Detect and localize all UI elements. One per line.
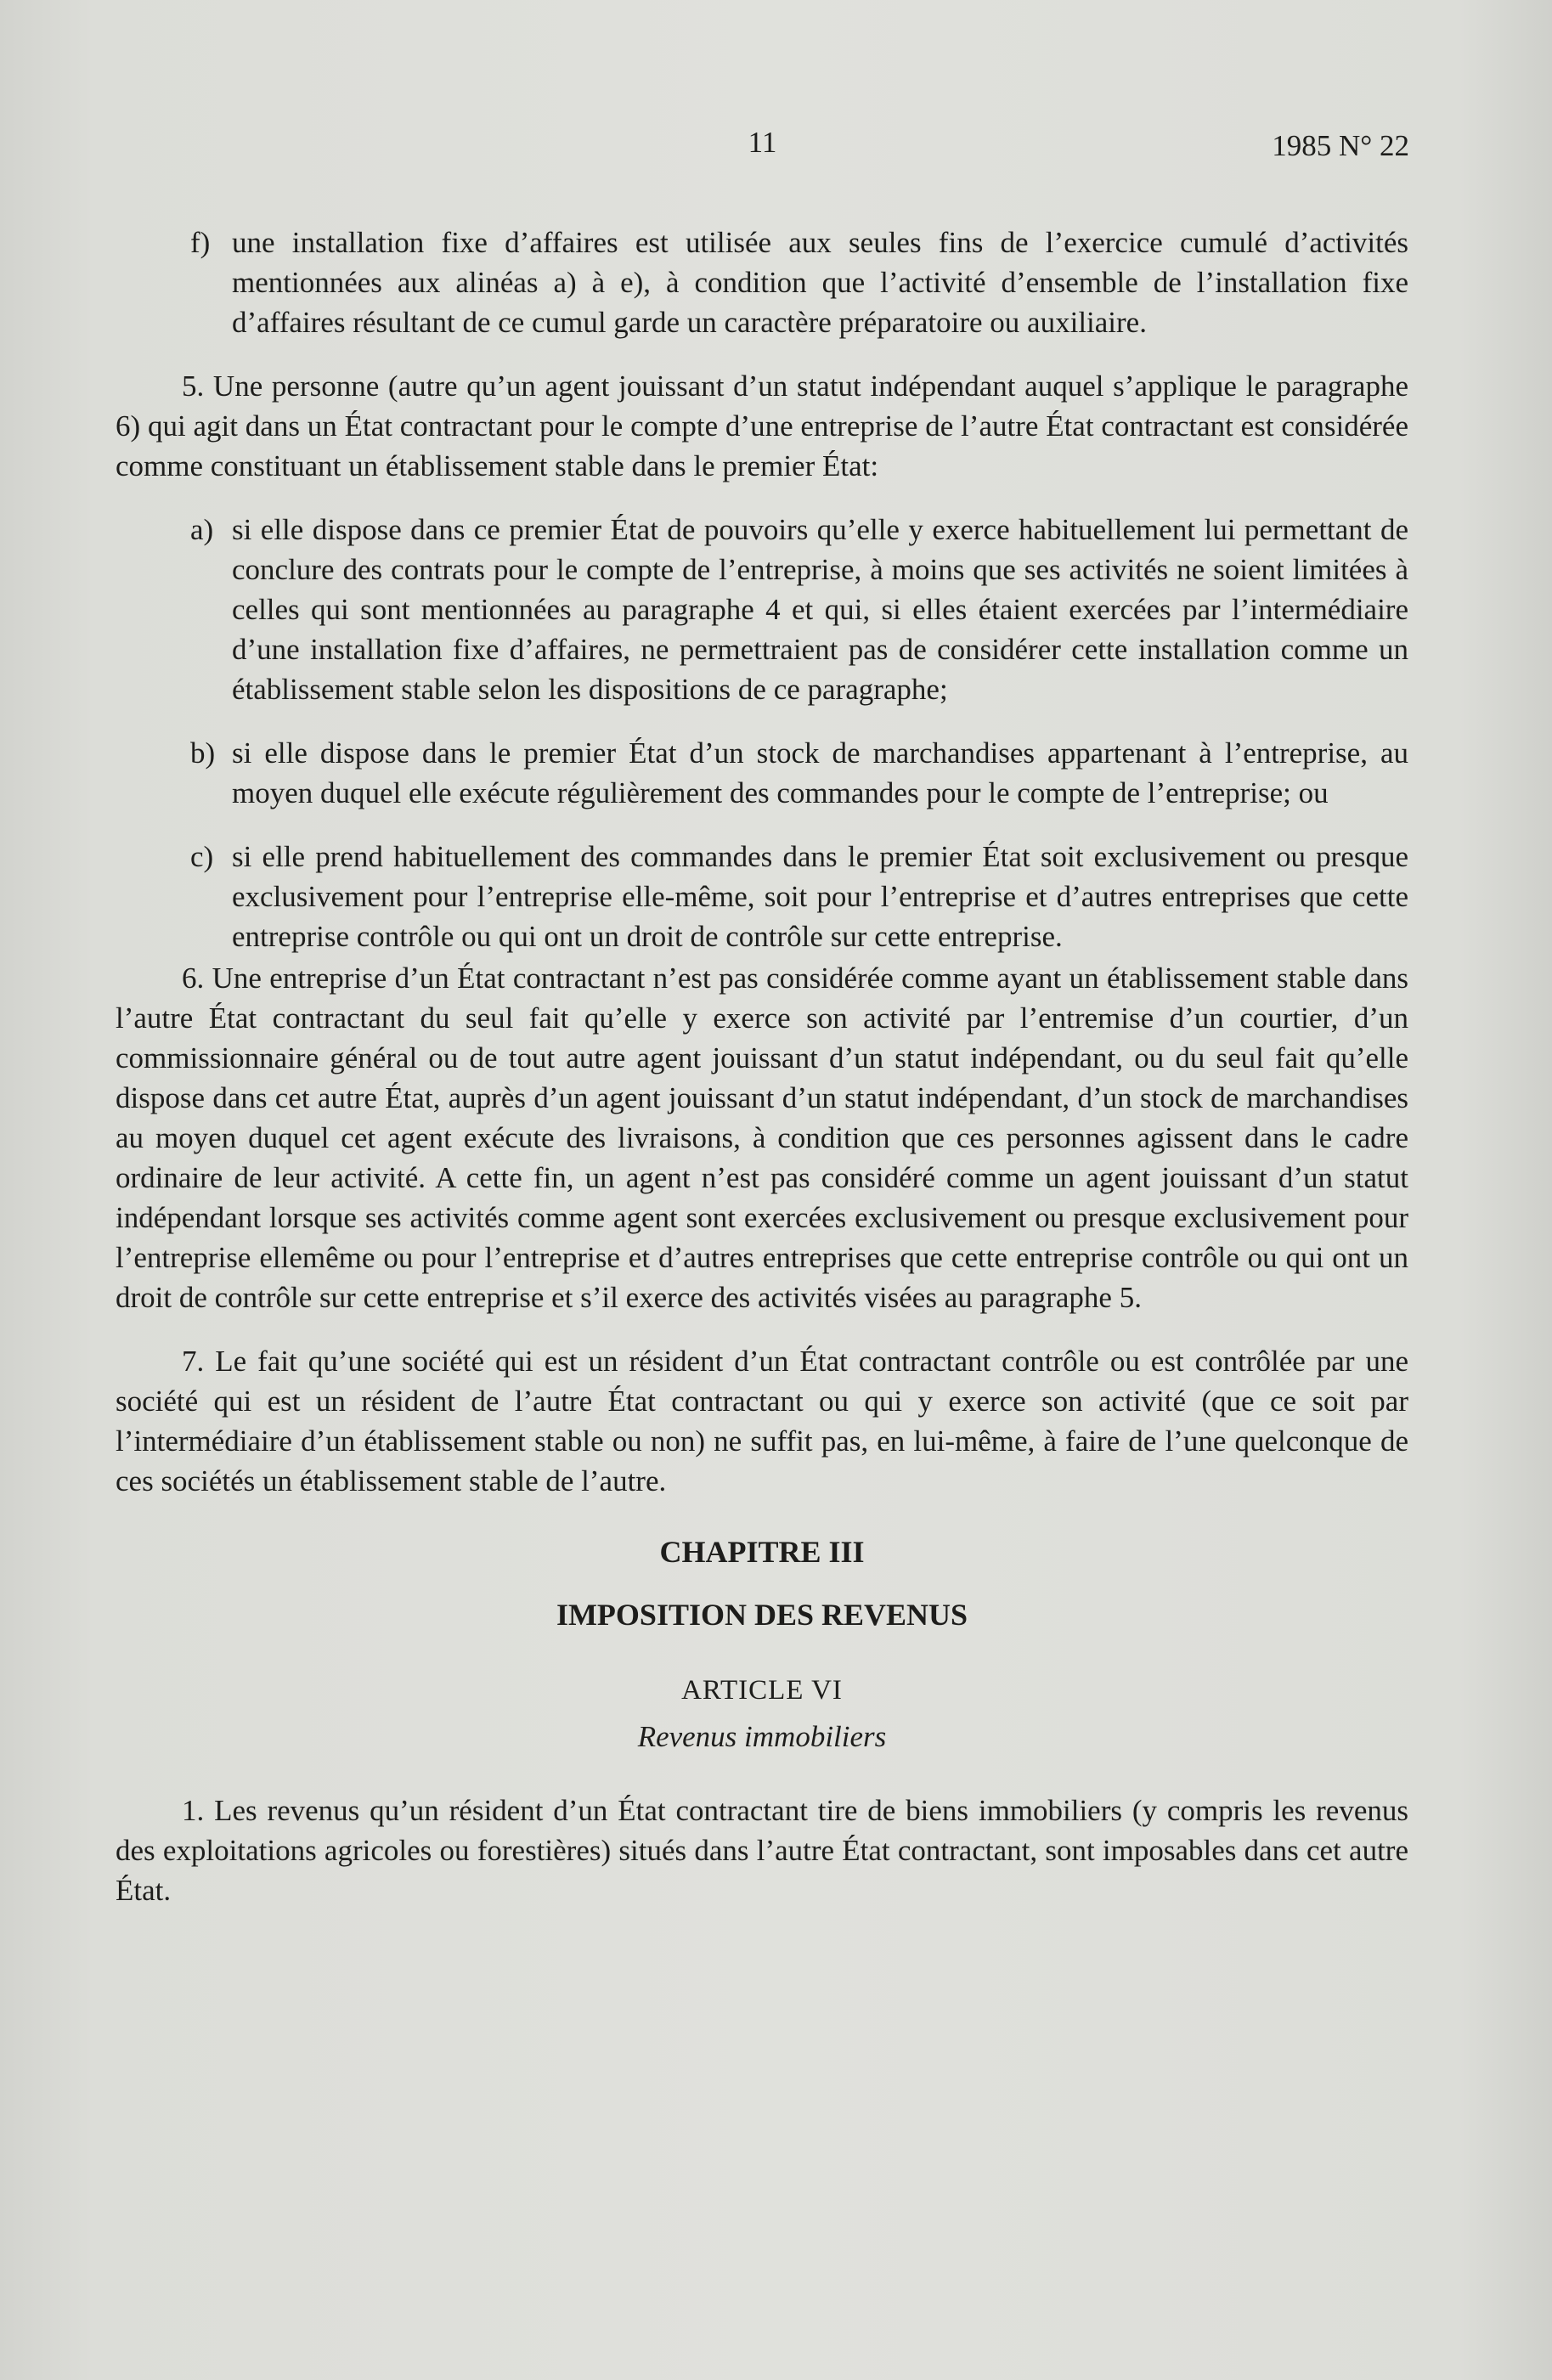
- chapter-subtitle: IMPOSITION DES REVENUS: [556, 1598, 968, 1632]
- article-title: Revenus immobiliers: [637, 1720, 887, 1753]
- chapter-title: CHAPITRE III: [659, 1535, 865, 1569]
- paragraph-6: 6. Une entreprise d’un État contractant n’est pas considérée comme ayant un établissement stable dans l’autre État contractant du seul fait qu’elle y exerce son activité par l’entremise d’un courtier, d’un commissionnaire général ou de tout autre agent jouissant d’un statut indépendant, ou du seul fait qu’elle dispose dans cet autre État, auprès d’un agent jouissant d’un statut indépendant, d’un stock de marchandises au moyen duquel cet agent exécute des livraisons, à condition que ces personnes agissent dans le cadre ordinaire de leur activité. A cette fin, un agent n’est pas considéré comme un agent jouissant d’un statut indépendant lorsque ses activités comme agent sont exercées exclusivement ou presque exclusivement pour l’entreprise ellemême ou pour l’entreprise et d’autres entreprises que cette entreprise contrôle ou qui ont un droit de contrôle sur cette entreprise et s’il exerce des activités visées au paragraphe 5.: [116, 962, 1408, 1314]
- article-paragraph-1: 1. Les revenus qu’un résident d’un État contractant tire de biens immobiliers (y compris les revenus des exploitations agricoles ou forestières) situés dans l’autre État contractant, sont imposables dans cet autre État.: [116, 1794, 1408, 1907]
- item-text: si elle prend habituellement des commandes dans le premier État soit exclusivement ou presque exclusivement pour l’entreprise elle-même, soit pour l’entreprise et d’autres entreprises que cette entreprise contrôle ou qui ont un droit de contrôle sur cette entreprise.: [232, 840, 1408, 953]
- article-number: ARTICLE VI: [681, 1675, 843, 1706]
- page-number: 11: [748, 126, 777, 159]
- item-label: a): [190, 513, 214, 546]
- item-text: si elle dispose dans ce premier État de pouvoirs qu’elle y exerce habituellement lui permettant de conclure des contrats pour le compte de l’entreprise, à moins que ses activités ne soient limitées à celles qui sont mentionnées au paragraphe 4 et qui, si elles étaient exercées par l’intermédiaire d’une installation fixe d’affaires, ne permettraient pas de considérer cette installation comme un établissement stable selon les dispositions de ce paragraphe;: [232, 513, 1408, 706]
- list-item-a: [116, 510, 1408, 709]
- document-body: [116, 223, 1408, 1934]
- list-item-b: [116, 733, 1408, 813]
- paragraph-7: 7. Le fait qu’une société qui est un résident d’un État contractant contrôle ou est contrôlée par une société qui est un résident de l’autre État contractant ou qui y exerce son activité (que ce soit par l’intermédiaire d’un établissement stable ou non) ne suffit pas, en lui-même, à faire de l’une quelconque de ces sociétés un établissement stable de l’autre.: [116, 1345, 1408, 1497]
- item-text: une installation fixe d’affaires est utilisée aux seules fins de l’exercice cumulé d’activités mentionnées aux alinéas a) à e), à condition que l’activité d’ensemble de l’installation fixe d’affaires résultant de ce cumul garde un caractère préparatoire ou auxiliaire.: [232, 226, 1408, 339]
- item-text: si elle dispose dans le premier État d’un stock de marchandises appartenant à l’entreprise, au moyen duquel elle exécute régulièrement des commandes pour le compte de l’entreprise; ou: [232, 736, 1408, 809]
- item-label: c): [190, 840, 214, 873]
- list-item-f: [116, 223, 1408, 342]
- document-reference: 1985 N° 22: [1272, 129, 1409, 162]
- list-item-c: [116, 837, 1408, 956]
- item-label: b): [190, 736, 216, 770]
- paragraph-5: 5. Une personne (autre qu’un agent jouissant d’un statut indépendant auquel s’applique le paragraphe 6) qui agit dans un État contractant pour le compte d’une entreprise de l’autre État contractant est considérée comme constituant un établissement stable dans le premier État:: [116, 369, 1408, 482]
- page-header: [116, 126, 1409, 168]
- item-label: f): [190, 226, 211, 259]
